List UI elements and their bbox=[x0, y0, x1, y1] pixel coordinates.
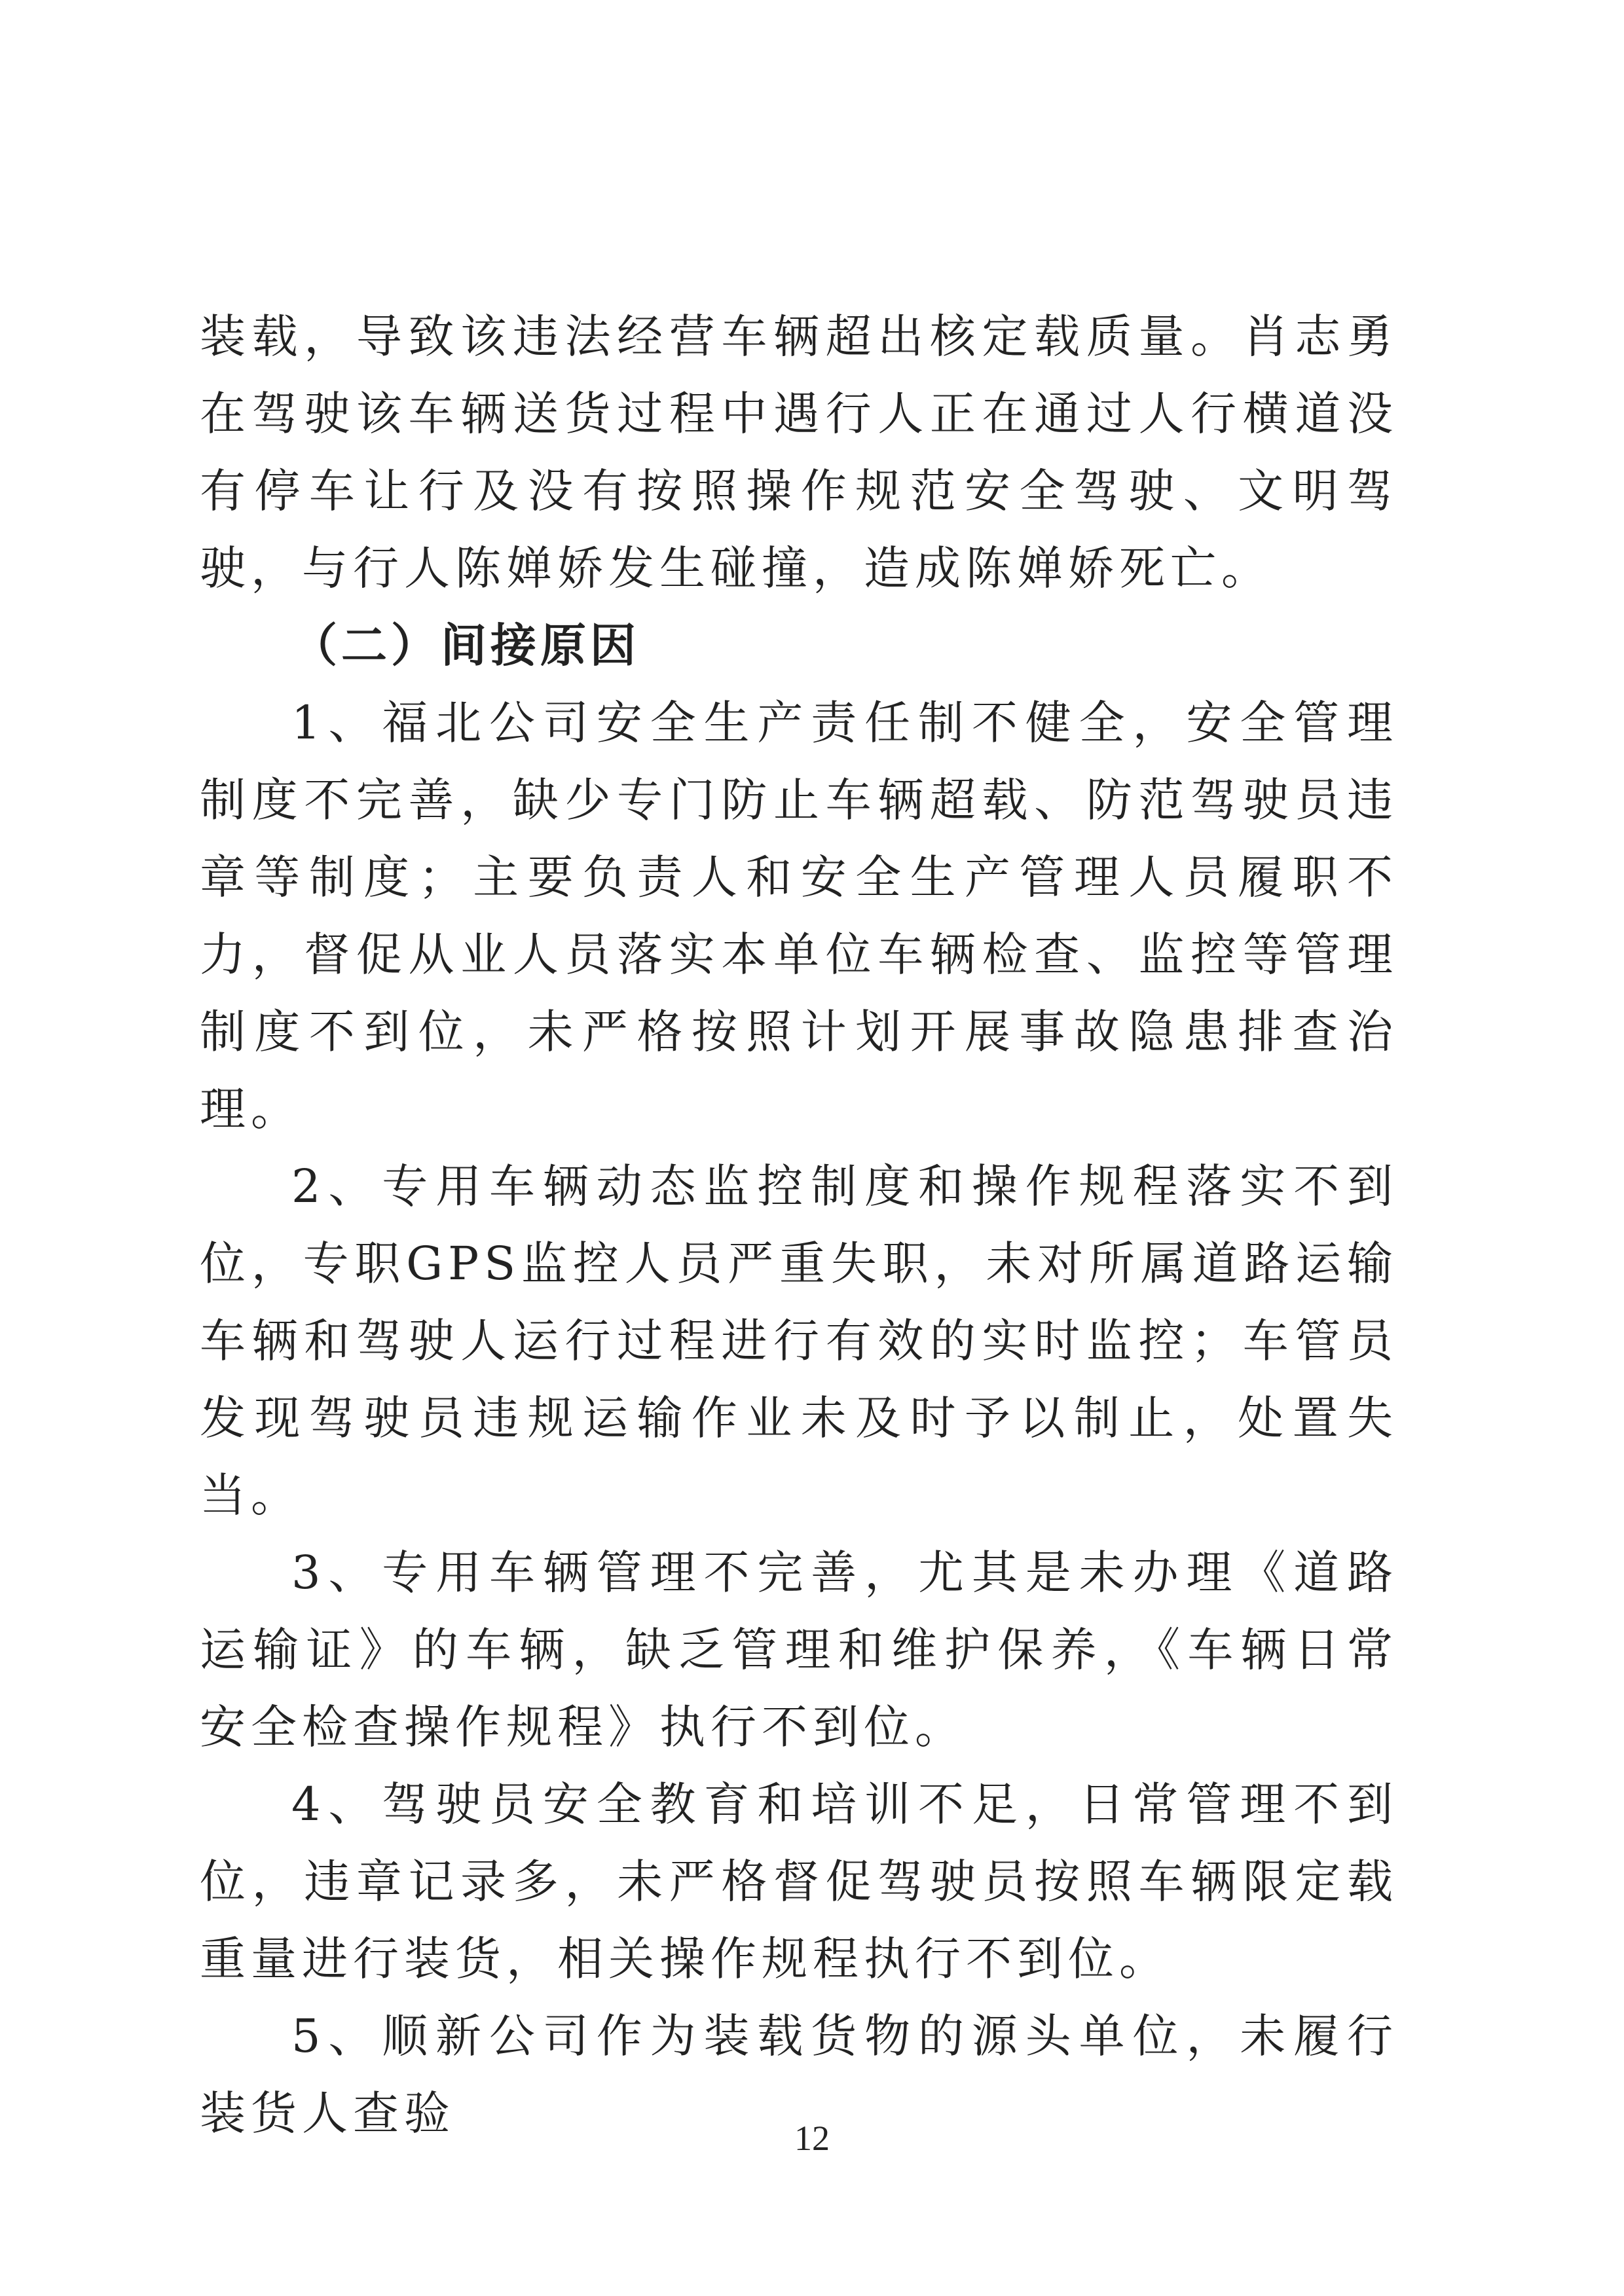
paragraph-item-1: 1、福北公司安全生产责任制不健全，安全管理制度不完善，缺少专门防止车辆超载、防范驾驶员违章等制度；主要负责人和安全生产管理人员履职不力，督促从业人员落实本单位车辆检查、监控等管理制度不到位，未严格按照计划开展事故隐患排查治理。 bbox=[200, 696, 1398, 1136]
page-number: 12 bbox=[794, 2119, 830, 2158]
paragraph-item-2: 2、专用车辆动态监控制度和操作规程落实不到位，专职GPS监控人员严重失职，未对所属道路运输车辆和驾驶人运行过程进行有效的实时监控；车管员发现驾驶员违规运输作业未及时予以制止，处置失当。 bbox=[200, 1159, 1398, 1522]
paragraph-item-3: 3、专用车辆管理不完善，尤其是未办理《道路运输证》的车辆，缺乏管理和维护保养，《车辆日常安全检查操作规程》执行不到位。 bbox=[200, 1546, 1398, 1754]
paragraph-item-5: 5、顺新公司作为装载货物的源头单位，未履行装货人查验 bbox=[200, 2009, 1398, 2140]
paragraph-continuation: 装载，导致该违法经营车辆超出核定载质量。肖志勇在驾驶该车辆送货过程中遇行人正在通过人行横道没有停车让行及没有按照操作规范安全驾驶、文明驾驶，与行人陈婵娇发生碰撞，造成陈婵娇死亡。 bbox=[200, 310, 1398, 595]
section-heading: （二）间接原因 bbox=[291, 619, 640, 672]
body-text bbox=[200, 298, 1398, 2152]
paragraph-item-4: 4、驾驶员安全教育和培训不足，日常管理不到位，违章记录多，未严格督促驾驶员按照车辆限定载重量进行装货，相关操作规程执行不到位。 bbox=[200, 1777, 1398, 1986]
